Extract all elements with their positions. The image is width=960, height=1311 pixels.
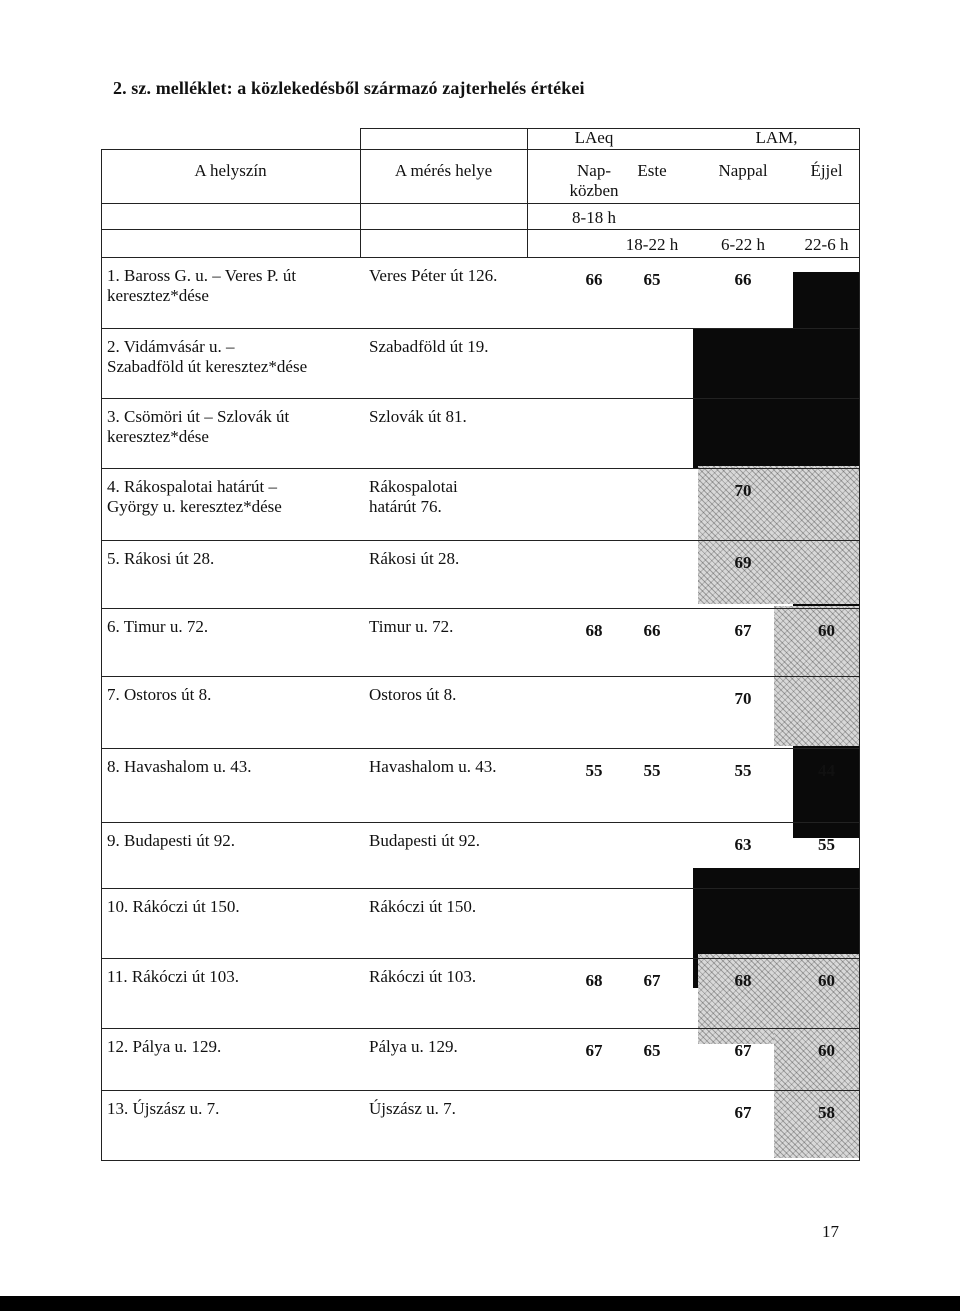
value-este: 65 [643,1041,661,1060]
blackout-region [693,328,793,408]
header-rule [101,203,860,204]
header-napkozben: közben [569,181,619,200]
measure-place-line: Rákosi út 28. [369,549,460,568]
header-este: Este [637,161,667,180]
row-left-rule [101,398,102,468]
row-right-rule [859,540,860,608]
location-line: 2. Vidámvásár u. – [107,337,235,356]
row-rule [101,748,860,749]
row-left-rule [101,540,102,608]
row-rule [101,888,860,889]
row-rule [101,398,860,399]
noise-table [101,128,860,1160]
halftone-region [774,676,860,746]
row-right-rule [859,1090,860,1160]
scan-border [0,1296,960,1311]
value-nappal: 70 [734,481,752,500]
value-este: 67 [643,971,661,990]
row-rule [101,328,860,329]
header-measure-place: A mérés helye [394,161,493,180]
row-rule [101,608,860,609]
header-time-evening: 18-22 h [625,235,679,254]
row-right-rule [859,257,860,328]
header-location: A helyszín [194,161,267,180]
row-right-rule [859,608,860,676]
header-time-night: 22-6 h [804,235,849,254]
value-napkozben: 66 [585,270,603,289]
value-ejjel: 60 [818,971,835,990]
value-nappal: 67 [734,1041,752,1060]
value-nappal: 67 [734,1103,752,1122]
measure-place-line: Szlovák út 81. [369,407,467,426]
measure-place-line: Timur u. 72. [369,617,454,636]
row-rule [101,1160,860,1161]
location-line: 9. Budapesti út 92. [107,831,235,850]
location-line: 13. Újszász u. 7. [107,1099,220,1118]
location-line: 7. Ostoros út 8. [107,685,212,704]
value-napkozben: 55 [585,761,603,780]
measure-place-line: Ostoros út 8. [369,685,457,704]
row-right-rule [859,398,860,468]
value-ejjel: 60 [818,1041,835,1060]
header-napkozben: Nap- [577,161,611,180]
measure-place-line: Veres Péter út 126. [369,266,498,285]
header-time-daytime: 6-22 h [721,235,765,254]
value-nappal: 69 [734,553,752,572]
value-ejjel: 55 [818,835,835,854]
measure-place-line: határút 76. [369,497,442,516]
value-nappal: 68 [734,971,752,990]
location-line: Szabadföld út keresztez*dése [107,357,308,376]
header-ejjel: Éjjel [810,161,843,180]
value-napkozben: 68 [585,621,603,640]
header-lam: LAM, [755,128,798,147]
halftone-region [774,606,860,686]
value-nappal: 67 [734,621,752,640]
row-left-rule [101,958,102,1028]
row-left-rule [101,748,102,822]
header-rule [101,149,860,150]
row-right-rule [859,328,860,398]
row-left-rule [101,676,102,748]
header-laeq: LAeq [574,128,614,147]
measure-place-line: Rákospalotai [369,477,458,496]
measure-place-line: Rákóczi út 103. [369,967,477,986]
row-left-rule [101,468,102,540]
measure-place-line: Újszász u. 7. [369,1099,456,1118]
location-line: 3. Csömöri út – Szlovák út [107,407,290,426]
row-left-rule [101,1028,102,1090]
page-title: 2. sz. melléklet: a közlekedésből származó zajterhelés értékei [113,78,585,98]
location-line: 8. Havashalom u. 43. [107,757,252,776]
header-time-day: 8-18 h [572,208,616,227]
header-col-rule [360,128,361,257]
blackout-region [693,398,793,468]
header-rule [101,229,860,230]
row-left-rule [101,888,102,958]
value-este: 65 [643,270,661,289]
value-nappal: 55 [734,761,752,780]
row-left-rule [101,257,102,328]
value-napkozben: 68 [585,971,603,990]
value-nappal: 70 [734,689,752,708]
row-rule [101,468,860,469]
location-line: 11. Rákóczi út 103. [107,967,240,986]
location-line: 10. Rákóczi út 150. [107,897,240,916]
value-ejjel: 44 [818,761,835,780]
header-rule [101,257,860,258]
row-rule [101,958,860,959]
row-right-rule [859,888,860,958]
value-nappal: 66 [734,270,752,289]
value-ejjel: 58 [818,1103,835,1122]
row-right-rule [859,676,860,748]
row-left-rule [101,822,102,888]
row-left-rule [101,328,102,398]
location-line: 5. Rákosi út 28. [107,549,215,568]
row-left-rule [101,1090,102,1160]
page-number: 17 [822,1222,839,1241]
row-right-rule [859,958,860,1028]
value-nappal: 63 [734,835,752,854]
row-right-rule [859,468,860,540]
value-ejjel: 60 [818,621,835,640]
location-line: 6. Timur u. 72. [107,617,209,636]
value-napkozben: 67 [585,1041,603,1060]
location-line: 1. Baross G. u. – Veres P. út [107,266,297,285]
row-rule [101,822,860,823]
measure-place-line: Rákóczi út 150. [369,897,477,916]
location-line: György u. keresztez*dése [107,497,282,516]
measure-place-line: Szabadföld út 19. [369,337,489,356]
value-este: 55 [643,761,661,780]
row-rule [101,1090,860,1091]
location-line: keresztez*dése [107,427,209,446]
measure-place-line: Pálya u. 129. [369,1037,458,1056]
row-rule [101,540,860,541]
header-nappal: Nappal [718,161,768,180]
row-rule [101,676,860,677]
measure-place-line: Budapesti út 92. [369,831,480,850]
location-line: 4. Rákospalotai határút – [107,477,277,496]
measure-place-line: Havashalom u. 43. [369,757,497,776]
location-line: keresztez*dése [107,286,209,305]
row-rule [101,1028,860,1029]
location-line: 12. Pálya u. 129. [107,1037,222,1056]
row-left-rule [101,608,102,676]
value-este: 66 [643,621,661,640]
